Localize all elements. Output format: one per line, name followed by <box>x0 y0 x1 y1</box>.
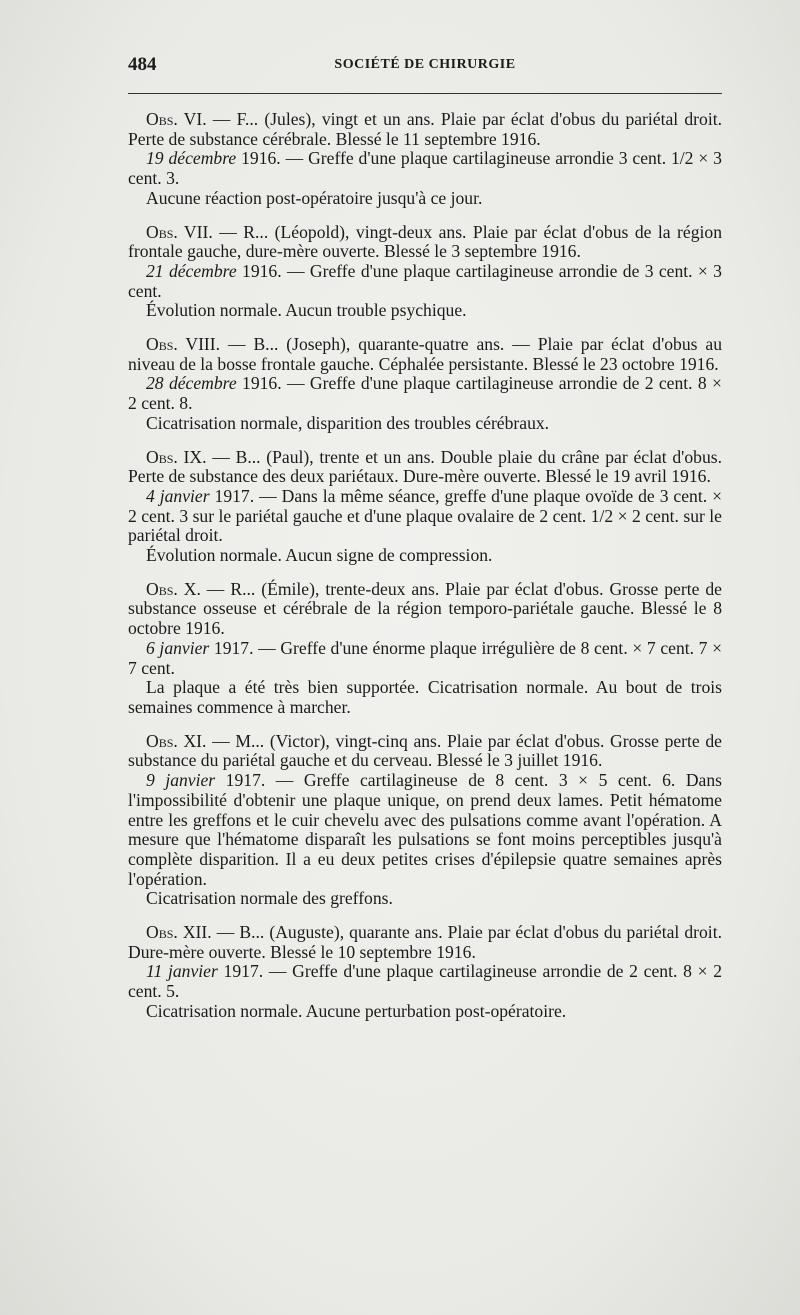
operation-entry <box>128 149 722 188</box>
observation-heading <box>128 335 722 374</box>
observation-description: — R... (Léopold), vingt-deux ans. Plaie par éclat d'obus de la région frontale gauche, dure-mère ouverte. Blessé le 3 septembre 1916. <box>128 221 723 262</box>
observation-heading <box>128 580 722 639</box>
operation-description: 1916. — Greffe d'une plaque cartilagineuse arrondie de 3 cent. × 3 cent. <box>128 260 722 301</box>
outcome-note: Évolution normale. Aucun trouble psychique. <box>146 300 467 321</box>
observation-heading <box>128 923 722 962</box>
operation-entry <box>128 639 722 678</box>
outcome-note: Aucune réaction post-opératoire jusqu'à ce jour. <box>146 187 483 208</box>
page-header <box>128 54 722 84</box>
outcome-note: Cicatrisation normale des greffons. <box>146 888 393 909</box>
observation-12 <box>128 923 722 1022</box>
observations-list <box>128 110 722 1036</box>
header-rule <box>128 93 722 94</box>
operation-date: 19 décembre <box>146 148 237 169</box>
observation-10 <box>128 580 722 718</box>
outcome-note: Cicatrisation normale, disparition des troubles cérébraux. <box>146 412 550 433</box>
observation-label: Obs. X. <box>146 578 201 599</box>
page-number: 484 <box>128 54 157 75</box>
observation-heading <box>128 110 722 149</box>
operation-description: 1916. — Greffe d'une plaque cartilagineuse arrondie de 2 cent. 8 × 2 cent. 8. <box>128 373 722 414</box>
observation-6 <box>128 110 722 209</box>
operation-entry <box>128 374 722 413</box>
observation-heading <box>128 223 722 262</box>
observation-description: — B... (Paul), trente et un ans. Double plaie du crâne par éclat d'obus. Perte de substance des deux pariétaux. Dure-mère ouverte. Blessé le 19 avril 1916. <box>128 446 722 487</box>
operation-date: 4 janvier <box>146 485 210 506</box>
observation-heading <box>128 448 722 487</box>
outcome-note: Évolution normale. Aucun signe de compression. <box>146 545 493 566</box>
operation-description: 1917. — Greffe cartilagineuse de 8 cent. 3 × 5 cent. 6. Dans l'impossibilité d'obtenir une plaque unique, on prend deux lames. Petit hématome entre les greffons et le cuir chevelu avec des pulsations comme avant l'opération. A mesure que l'hématome disparaît les pulsations se font moins perceptibles jusqu'à complète disparition. Il a eu deux petites crises d'épilepsie quatre semaines après l'opération. <box>128 770 723 889</box>
operation-description: 1917. — Greffe d'une plaque cartilagineuse arrondie de 2 cent. 8 × 2 cent. 5. <box>128 961 722 1002</box>
operation-entry <box>128 262 722 301</box>
observation-description: — B... (Auguste), quarante ans. Plaie par éclat d'obus du pariétal droit. Dure-mère ouverte. Blessé le 10 septembre 1916. <box>128 922 722 962</box>
observation-description: — M... (Victor), vingt-cinq ans. Plaie par éclat d'obus. Grosse perte de substance du pariétal gauche et du cerveau. Blessé le 3 juillet 1916. <box>128 730 722 771</box>
observation-label: Obs. VII. <box>146 221 213 242</box>
operation-date: 28 décembre <box>146 373 237 394</box>
operation-entry <box>128 487 722 546</box>
operation-date: 9 janvier <box>146 770 216 791</box>
observation-description: — B... (Joseph), quarante-quatre ans. — Plaie par éclat d'obus au niveau de la bosse frontale gauche. Céphalée persistante. Blessé le 23 octobre 1916. <box>128 334 722 374</box>
outcome-note: La plaque a été très bien supportée. Cicatrisation normale. Au bout de trois semaines commence à marcher. <box>128 677 722 717</box>
operation-description: 1917. — Greffe d'une énorme plaque irrégulière de 8 cent. × 7 cent. 7 × 7 cent. <box>128 637 723 678</box>
observation-description: — F... (Jules), vingt et un ans. Plaie par éclat d'obus du pariétal droit. Perte de substance cérébrale. Blessé le 11 septembre 1916. <box>128 109 723 149</box>
operation-description: 1917. — Dans la même séance, greffe d'une plaque ovoïde de 3 cent. × 2 cent. 3 sur le pariétal gauche et d'une plaque ovalaire de 2 cent. 1/2 × 2 cent. sur le pariétal droit. <box>128 485 723 546</box>
observation-description: — R... (Émile), trente-deux ans. Plaie par éclat d'obus. Grosse perte de substance osseuse et cérébrale de la région temporo-pariétale gauche. Blessé le 8 octobre 1916. <box>128 578 722 639</box>
observation-7 <box>128 223 722 322</box>
observation-label: Obs. VIII. <box>146 334 221 355</box>
operation-date: 21 décembre <box>146 260 237 281</box>
observation-heading <box>128 732 722 771</box>
observation-8 <box>128 335 722 434</box>
observation-label: Obs. IX. <box>146 446 207 467</box>
observation-9 <box>128 448 722 566</box>
operation-description: 1916. — Greffe d'une plaque cartilagineuse arrondie 3 cent. 1/2 × 3 cent. 3. <box>128 148 722 189</box>
observation-label: Obs. VI. <box>146 109 207 129</box>
running-title: SOCIÉTÉ DE CHIRURGIE <box>334 57 516 72</box>
operation-date: 11 janvier <box>146 961 218 982</box>
outcome-note: Cicatrisation normale. Aucune perturbation post-opératoire. <box>146 1000 567 1021</box>
operation-entry <box>128 771 722 889</box>
operation-entry <box>128 962 722 1001</box>
observation-label: Obs. XI. <box>146 730 207 751</box>
observation-11 <box>128 732 722 909</box>
observation-label: Obs. XII. <box>146 922 212 943</box>
operation-date: 6 janvier <box>146 637 210 658</box>
